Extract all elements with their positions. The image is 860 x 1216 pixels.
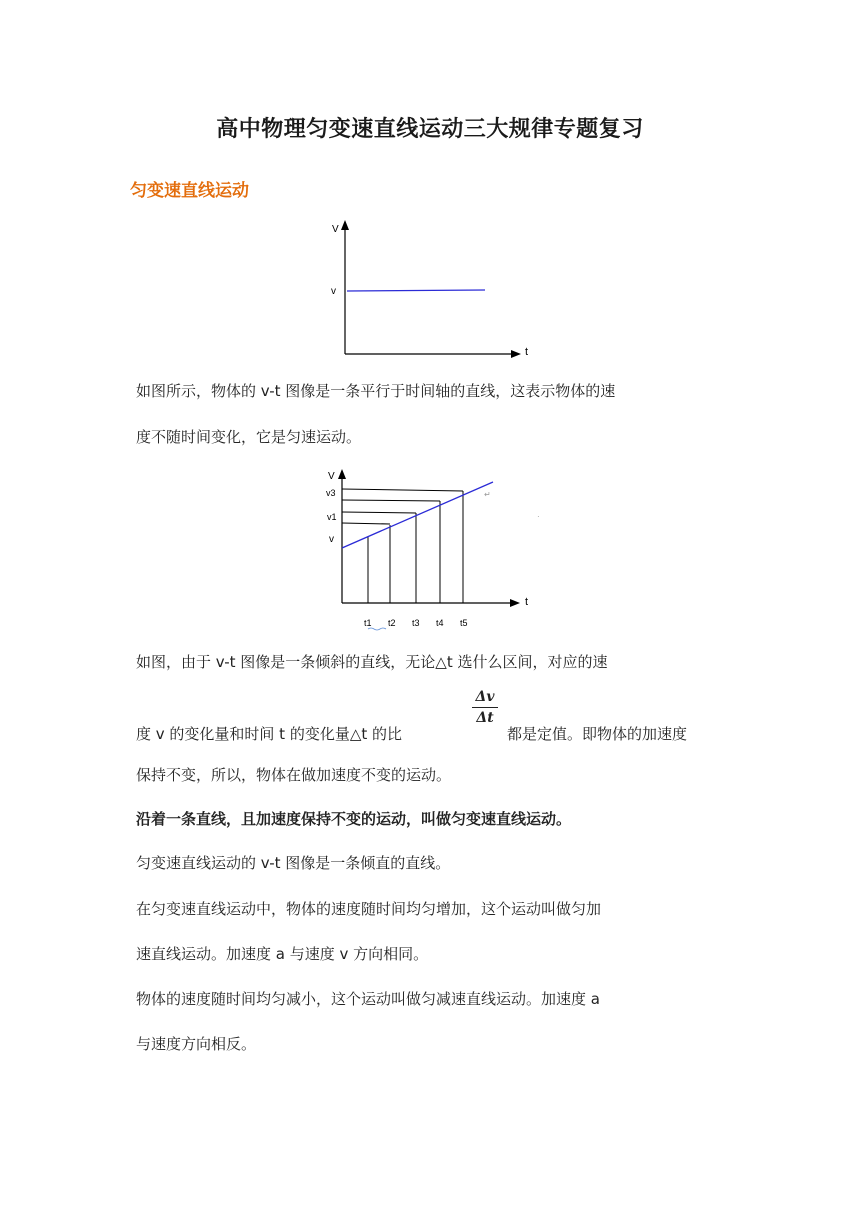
paragraph-2-line-2b: 都是定值。即物体的加速度 — [507, 725, 688, 743]
paragraph-2-line-2a: 度 v 的变化量和时间 t 的变化量△t 的比 — [136, 725, 403, 743]
paragraph-5-line-2: 与速度方向相反。 — [136, 1035, 257, 1053]
return-mark: ↵ — [484, 490, 491, 499]
fig2-h-guide-4 — [342, 523, 390, 524]
fig2-h-guide-v1 — [342, 512, 416, 513]
fig2-velocity-line — [342, 482, 493, 548]
fig2-t-label-t3: t3 — [412, 618, 420, 628]
fig2-v-label-v1: v1 — [327, 512, 337, 522]
fig1-x-axis-label: t — [525, 346, 529, 358]
fig2-spellcheck-underline — [368, 628, 386, 630]
figure-accelerated-motion-graph — [318, 463, 558, 633]
fig2-t-label-t4: t4 — [436, 618, 444, 628]
paragraph-1-line-1: 如图所示，物体的 v-t 图像是一条平行于时间轴的直线，这表示物体的速 — [136, 382, 616, 400]
fraction-bar — [472, 707, 498, 708]
paragraph-1-line-2: 度不随时间变化，它是匀速运动。 — [136, 428, 362, 446]
delta-v-over-delta-t-fraction — [472, 688, 498, 727]
figure-constant-velocity-graph — [320, 214, 540, 364]
definition-statement: 沿着一条直线，且加速度保持不变的运动，叫做匀变速直线运动。 — [136, 810, 572, 828]
page-title: 高中物理匀变速直线运动三大规律专题复习 — [216, 117, 644, 142]
section-heading: 匀变速直线运动 — [130, 181, 249, 201]
fig1-y-axis-label: V — [332, 224, 339, 235]
fig2-x-axis-label: t — [525, 596, 529, 608]
fig2-h-guide-v3 — [342, 489, 463, 491]
fig2-v-label-v: v — [329, 534, 334, 545]
paragraph-3: 匀变速直线运动的 v-t 图像是一条倾直的直线。 — [136, 854, 451, 872]
fig2-t-label-t1: t1 — [364, 618, 372, 628]
fig1-y-arrow — [341, 220, 349, 230]
fig1-x-arrow — [511, 350, 521, 358]
paragraph-4-line-1: 在匀变速直线运动中，物体的速度随时间均匀增加，这个运动叫做匀加 — [136, 900, 602, 918]
paragraph-2-line-3: 保持不变，所以，物体在做加速度不变的运动。 — [136, 766, 452, 784]
dot-mark: · — [537, 512, 540, 521]
fig2-y-axis-label: V — [328, 471, 335, 482]
fig2-t-label-t5: t5 — [460, 618, 468, 628]
fig1-velocity-line — [347, 290, 485, 291]
paragraph-4-line-2: 速直线运动。加速度 a 与速度 v 方向相同。 — [136, 945, 429, 963]
paragraph-2-line-1: 如图，由于 v-t 图像是一条倾斜的直线，无论△t 选什么区间，对应的速 — [136, 653, 608, 671]
fig2-v-label-v3: v3 — [326, 488, 336, 498]
fig2-y-arrow — [338, 469, 346, 479]
fig2-x-arrow — [510, 599, 520, 607]
fraction-denominator: Δt — [476, 710, 494, 726]
fig2-h-guide-2 — [342, 500, 440, 501]
fig2-t-label-t2: t2 — [388, 618, 396, 628]
fraction-numerator: Δv — [475, 689, 495, 705]
paragraph-5-line-1: 物体的速度随时间均匀减小，这个运动叫做匀减速直线运动。加速度 a — [136, 990, 600, 1008]
fig1-v-label: v — [331, 286, 336, 297]
